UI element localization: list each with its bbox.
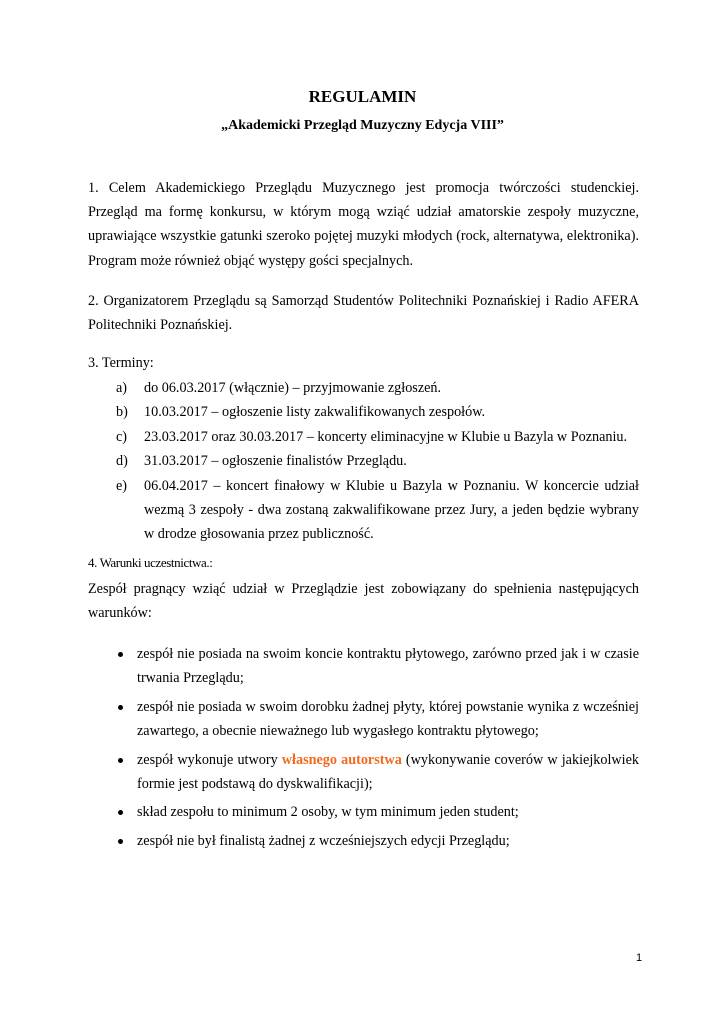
condition-text [137,752,639,792]
term-item [116,425,639,449]
term-item [116,449,639,473]
term-marker: b) [116,404,128,421]
conditions-list [88,642,639,857]
terms-list [88,376,639,547]
term-text: 23.03.2017 oraz 30.03.2017 – koncerty eliminacyjne w Klubie u Bazyla w Poznaniu. [144,428,628,445]
term-text: 31.03.2017 – ogłoszenie finalistów Przeglądu. [144,453,407,470]
term-text: 06.04.2017 – koncert finałowy w Klubie u Bazyla w Poznaniu. W koncercie udział wezmą 3 zespoły - dwa zostaną zakwalifikowane przez Jury, a jeden będzie wybrany w drodze głosowania przez publiczność. [144,477,639,543]
condition-text-start: zespół wykonuje utwory [137,751,282,768]
condition-item [103,800,639,824]
bullet-icon [118,758,123,763]
condition-text-end: (wykonywanie coverów w jakiejkolwiek formie jest podstawą do dyskwalifikacji); [137,751,639,793]
document-title: REGULAMIN [308,87,417,106]
document-subtitle: „Akademicki Przegląd Muzyczny Edycja VIII” [221,118,504,133]
highlighted-text: własnego autorstwa [281,751,402,768]
condition-item [103,695,639,744]
term-text: 10.03.2017 – ogłoszenie listy zakwalifikowanych zespołów. [144,404,486,421]
section-conditions-heading: 4. Warunki uczestnictwa.: [88,555,213,570]
term-marker: e) [116,477,128,494]
paragraph-purpose: 1. Celem Akademickiego Przeglądu Muzycznego jest promocja twórczości studenckiej. Przegląd ma formę konkursu, w którym mogą wziąć udział amatorskie zespoły muzyczne, uprawiające wszystkie gatunki szeroko pojętej muzyki młodych (rock, alternatywa, elektronika). Program może również objąć występy gości specjalnych. [88,180,639,269]
bullet-icon [118,705,123,710]
bullet-icon [118,839,123,844]
term-text: do 06.03.2017 (włącznie) – przyjmowanie zgłoszeń. [144,380,442,396]
term-marker: d) [116,453,128,470]
bullet-icon [118,652,123,657]
paragraph-conditions-intro: Zespół pragnący wziąć udział w Przeglądzie jest zobowiązany do spełnienia następujących warunków: [88,581,639,622]
section-terms-heading: 3. Terminy: [88,355,154,371]
bullet-icon [118,810,123,815]
term-item [116,400,639,424]
condition-text: zespół nie był finalistą żadnej z wcześniejszych edycji Przeglądu; [137,832,510,849]
term-item [116,474,639,547]
condition-text: zespół nie posiada na swoim koncie kontraktu płytowego, zarówno przed jak i w czasie trwania Przeglądu; [137,646,639,687]
condition-item [103,829,639,853]
page-number: 1 [636,952,643,964]
term-item [116,376,639,400]
condition-text: skład zespołu to minimum 2 osoby, w tym minimum jeden student; [137,804,519,821]
paragraph-organizers: 2. Organizatorem Przeglądu są Samorząd Studentów Politechniki Poznańskiej i Radio AFERA Politechniki Poznańskiej. [88,293,639,334]
term-marker: a) [116,380,128,396]
term-marker: c) [116,428,128,445]
condition-item [103,642,639,691]
condition-text: zespół nie posiada w swoim dorobku żadnej płyty, której powstanie wynika z wcześniej zawartego, a obecnie nieważnego lub wygasłego kontraktu płytowego; [137,698,639,740]
condition-item [103,748,639,797]
